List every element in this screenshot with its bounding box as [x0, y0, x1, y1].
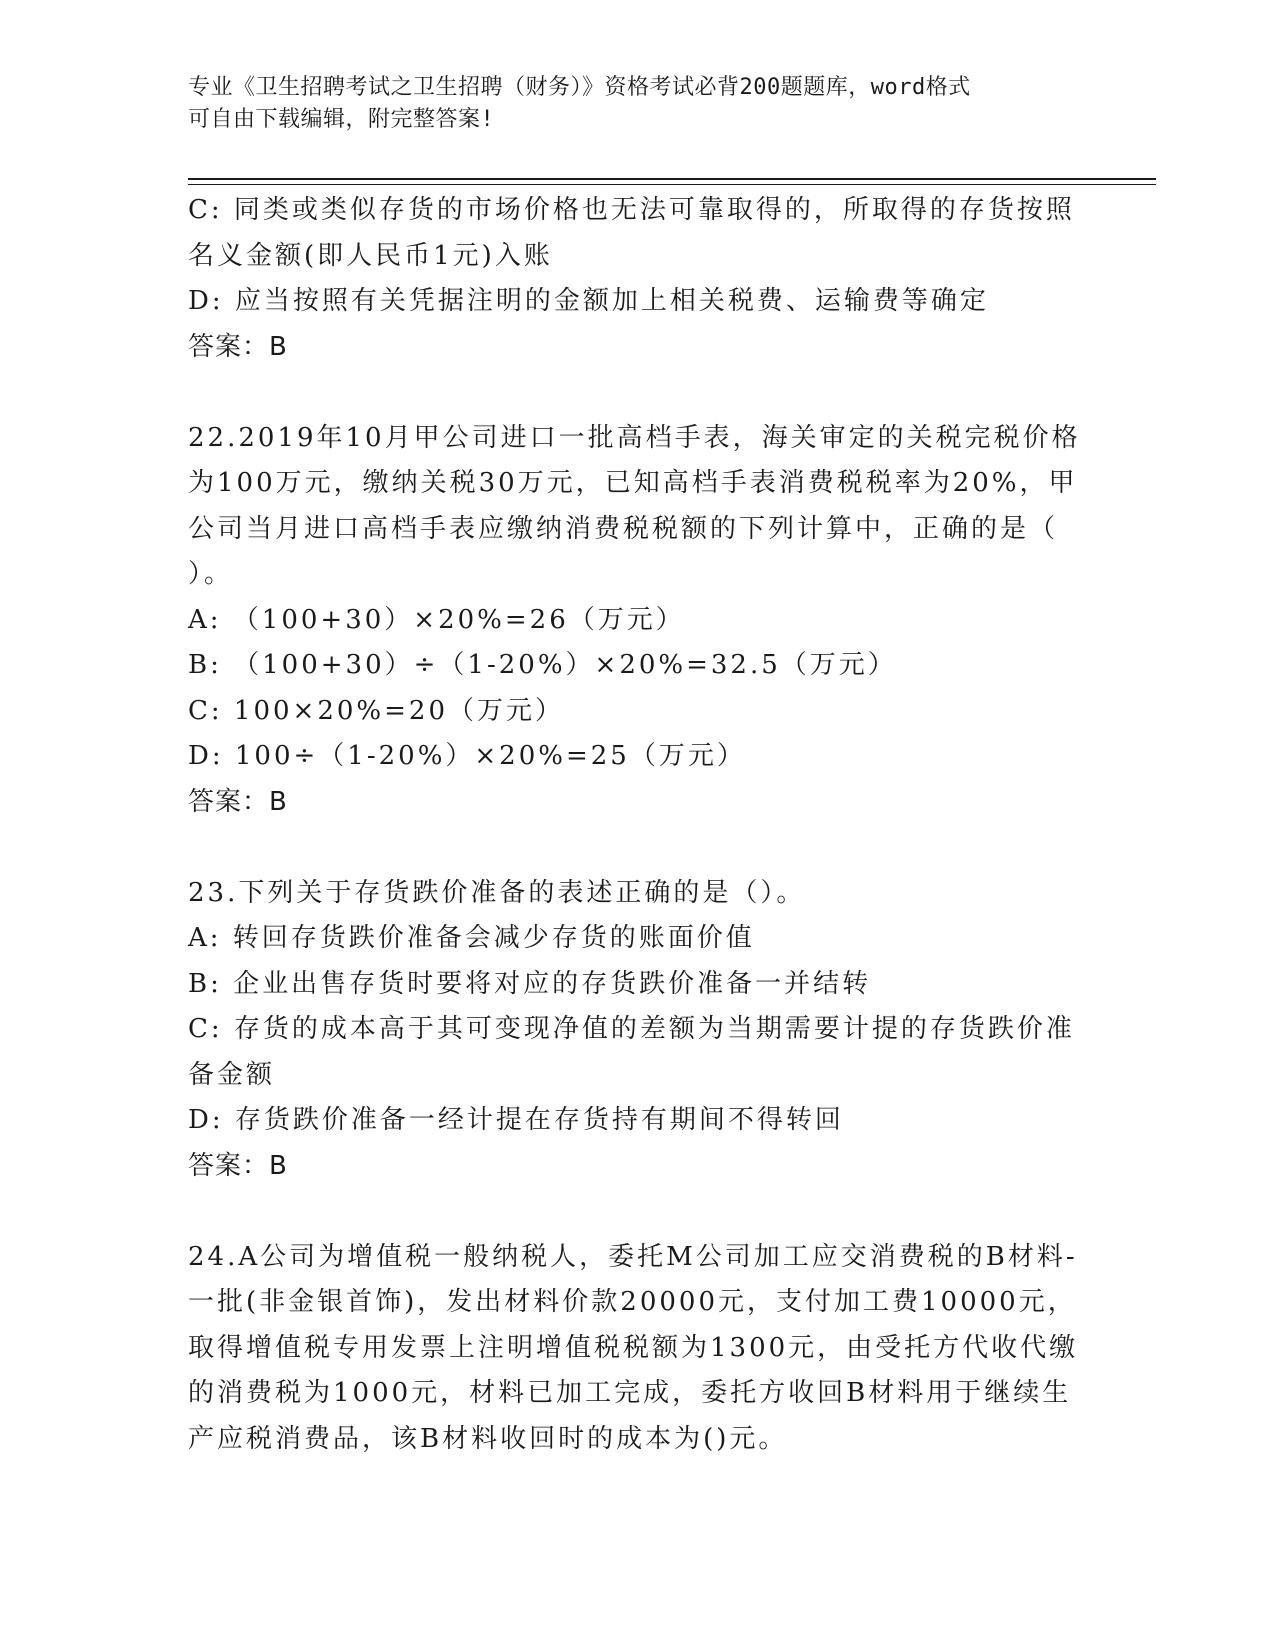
- option-a: A: 转回存货跌价准备会减少存货的账面价值: [188, 923, 755, 953]
- question-stem-line-4: 的消费税为1000元，材料已加工完成，委托方收回B材料用于继续生: [188, 1378, 1072, 1408]
- question-stem-line-2: 一批(非金银首饰)，发出材料价款20000元，支付加工费10000元，: [188, 1287, 1077, 1317]
- option-c-line-1: C: 同类或类似存货的市场价格也无法可靠取得的，所取得的存货按照: [188, 195, 1075, 225]
- question-stem-line-3: 公司当月进口高档手表应缴纳消费税税额的下列计算中，正确的是（: [188, 513, 1059, 544]
- header-title-line-2: 可自由下载编辑，附完整答案!: [188, 107, 495, 132]
- question-stem-line-1: 22.2019年10月甲公司进口一批高档手表，海关审定的关税完税价格: [188, 422, 1081, 453]
- spacer: [188, 1189, 1088, 1235]
- question-23: [188, 871, 1088, 1190]
- page-header: [188, 72, 1088, 136]
- spacer: [188, 825, 1088, 871]
- option-b: B: （100+30）÷（1-20%）×20%=32.5（万元）: [188, 650, 897, 680]
- option-a: A: （100+30）×20%=26（万元）: [188, 604, 685, 635]
- answer: 答案：B: [188, 331, 288, 362]
- answer: 答案：B: [188, 1150, 288, 1181]
- option-b: B: 企业出售存货时要将对应的存货跌价准备一并结转: [188, 968, 872, 999]
- document-body: [188, 188, 1088, 1462]
- question-stem-line-3: 取得增值税专用发票上注明增值税税额为1300元，由受托方代收代缴: [188, 1332, 1079, 1363]
- header-title-line-1: 专业《卫生招聘考试之卫生招聘（财务）》资格考试必背200题题库，word格式: [188, 75, 971, 100]
- header-rule-thin: [188, 184, 1156, 185]
- question-24: [188, 1235, 1088, 1463]
- option-d: D: 100÷（1-20%）×20%=25（万元）: [188, 741, 746, 771]
- question-stem-line-5: 产应税消费品，该B材料收回时的成本为()元。: [188, 1423, 788, 1454]
- option-d: D: 存货跌价准备一经计提在存货持有期间不得转回: [188, 1105, 844, 1135]
- question-stem: 23.下列关于存货跌价准备的表述正确的是（）。: [188, 877, 806, 908]
- question-stem-line-1: 24.A公司为增值税一般纳税人，委托M公司加工应交消费税的B材料-: [188, 1241, 1078, 1272]
- option-d: D: 应当按照有关凭据注明的金额加上相关税费、运输费等确定: [188, 286, 989, 316]
- header-rule-thick: [188, 178, 1156, 180]
- answer: 答案：B: [188, 786, 288, 817]
- option-c-line-1: C: 存货的成本高于其可变现净值的差额为当期需要计提的存货跌价准: [188, 1014, 1075, 1044]
- question-stem-line-2: 为100万元，缴纳关税30万元，已知高档手表消费税税率为20%，甲: [188, 468, 1078, 498]
- question-22: [188, 416, 1088, 826]
- option-c-line-2: 名义金额(即人民币1元)入账: [188, 240, 553, 271]
- spacer: [188, 370, 1088, 416]
- question-stem-line-4: ）。: [188, 559, 234, 589]
- option-c: C: 100×20%=20（万元）: [188, 695, 564, 726]
- question-21-tail: [188, 188, 1088, 370]
- option-c-line-2: 备金额: [188, 1059, 276, 1090]
